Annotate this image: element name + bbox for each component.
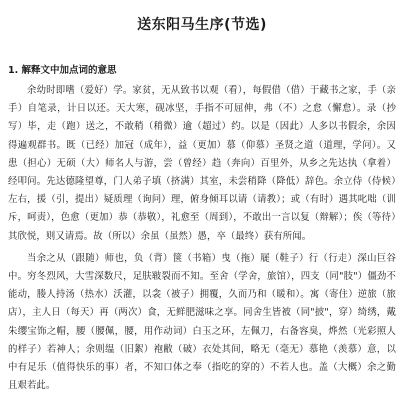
- section-heading: 1. 解释文中加点词的意思: [8, 65, 117, 76]
- paragraph-1: 余幼时即嗜（爱好）学。家贫，无从致书以观（看），每假借（借）于藏书之家，手（亲手）自笔录，计日以还。天大寒，砚冰坚，手指不可屈伸，弗（不）之怠（懈怠）。录（抄写）毕，走（跑）送之，不敢稍（稍微）逾（超过）约。以是（因此）人多以书假余，余因得遍观群书。既（已经）加冠（成年），益（更加）慕（仰慕）圣贤之道（道理，学问）。又患（担心）无硕（大）师名人与游，尝（曾经）趋（奔向）百里外，从乡之先达执（拿着）经叩问。先达德隆望尊，门人弟子填（挤满）其室，未尝稍降（降低）辞色。余立侍（侍候）左右，援（引，提出）疑质理（询问）理，俯身倾耳以请（请教）；或（有时）遇其叱咄（训斥，呵责），色愈（更加）恭（恭敬），礼愈至（周到），不敢出一言以复（辩解）；俟（等待）其欣悦，则又请焉。故（所以）余虽（虽然）愚，卒（最终）获有所闻。: [8, 85, 396, 242]
- paragraph-2: 当余之从（跟随）师也，负（背）箧（书箱）曳（拖）屣（鞋子）行（行走）深山巨谷中。穷冬烈风，大雪深数尺，足肤皲裂而不知。至舍（学舍，旅馆），四支（同"肢"）僵劲不能动，媵人持汤（热水）沃灌，以衾（被子）拥覆，久而乃和（暖和）。寓（寄住）逆旅（旅店），主人日（每天）再（两次）食，无鲜肥滋味之享。同舍生皆被（同"披"，穿）绮绣，戴朱缨宝饰之帽，腰（腰佩，腰，用作动词）白玉之环，左佩刀，右备容臭，烨然（光彩照人的样子）若神人；余则缊（旧絮）袍敝（破）衣处其间，略无（毫无）慕艳（羡慕）意，以中有足乐（值得快乐的事）者，不知口体之奉（指吃的穿的）不若人也。盖（大概）余之勤且艰若此。: [8, 252, 396, 392]
- page-title: 送东阳马生序(节选): [137, 17, 267, 33]
